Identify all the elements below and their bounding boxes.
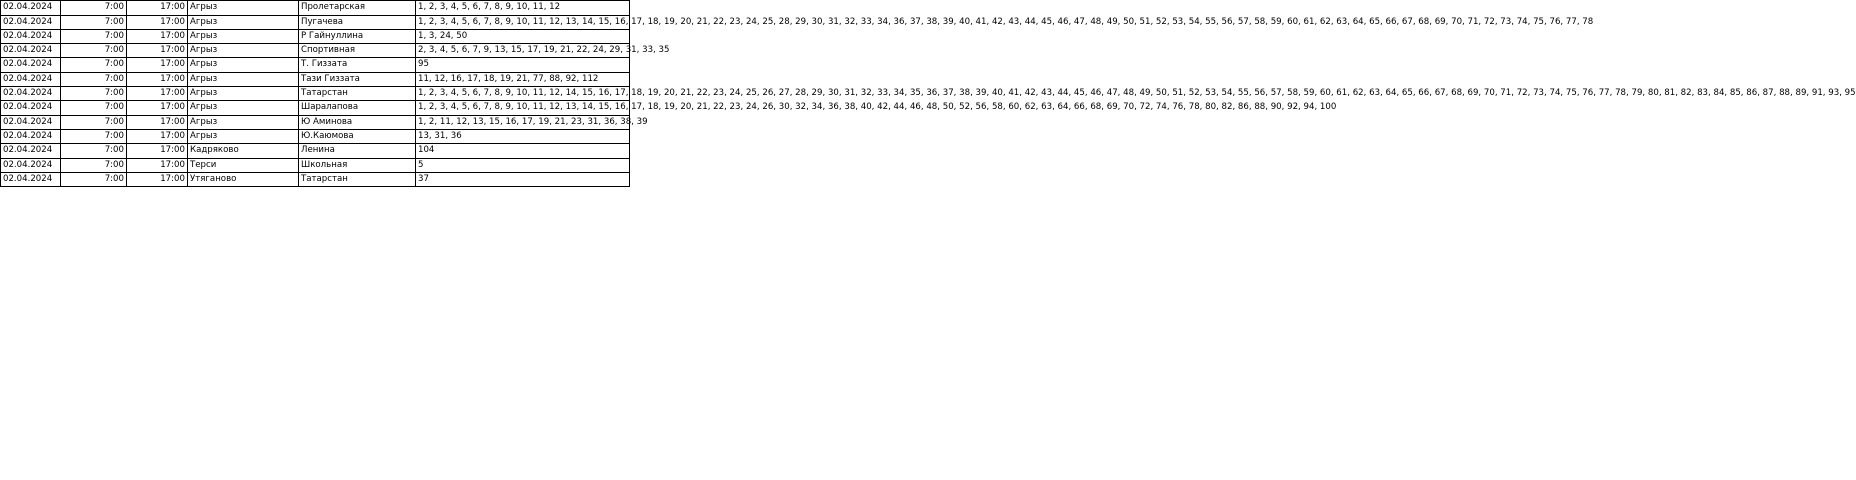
settlement-cell: Утяганово bbox=[188, 172, 299, 186]
end-time-cell: 17:00 bbox=[127, 101, 188, 115]
date-cell: 02.04.2024 bbox=[1, 15, 61, 29]
house-numbers-cell: 5 bbox=[416, 158, 630, 172]
street-cell: Школьная bbox=[299, 158, 416, 172]
end-time-cell: 17:00 bbox=[127, 129, 188, 143]
settlement-cell: Кадряково bbox=[188, 144, 299, 158]
settlement-cell: Агрыз bbox=[188, 44, 299, 58]
street-cell: Татарстан bbox=[299, 87, 416, 101]
start-time-cell: 7:00 bbox=[61, 172, 127, 186]
date-cell: 02.04.2024 bbox=[1, 172, 61, 186]
date-cell: 02.04.2024 bbox=[1, 101, 61, 115]
table-body bbox=[1, 0, 1856, 187]
date-cell: 02.04.2024 bbox=[1, 115, 61, 129]
end-time-cell: 17:00 bbox=[127, 144, 188, 158]
house-numbers-cell: 1, 2, 3, 4, 5, 6, 7, 8, 9, 10, 11, 12, 14, 15, 16, 17, 18, 19, 20, 21, 22, 23, 24, 25, 26, 27, 28, 29, 30, 31, 32, 33, 34, 35, 36, 37, 38, 39, 40, 41, 42, 43, 44, 45, 46, 47, 48, 49, 50, 51, 52, 53, 54, 55, 56, 57, 58, 59, 60, 61, 62, 63, 64, 65, 66, 67, 68, 69, 70, 71, 72, 73, 74, 75, 76, 77, 78, 79, 80, 81, 82, 83, 84, 85, 86, 87, 88, 89, 91, 93, 95 bbox=[416, 87, 630, 101]
table-row bbox=[1, 15, 630, 29]
end-time-cell: 17:00 bbox=[127, 72, 188, 86]
settlement-cell: Агрыз bbox=[188, 115, 299, 129]
end-time-cell: 17:00 bbox=[127, 29, 188, 43]
end-time-cell: 17:00 bbox=[127, 158, 188, 172]
table-row bbox=[1, 29, 630, 43]
date-cell: 02.04.2024 bbox=[1, 158, 61, 172]
house-numbers-cell: 2, 3, 4, 5, 6, 7, 9, 13, 15, 17, 19, 21, 22, 24, 29, 31, 33, 35 bbox=[416, 44, 630, 58]
table-row bbox=[1, 87, 630, 101]
street-cell: Ю.Каюмова bbox=[299, 129, 416, 143]
end-time-cell: 17:00 bbox=[127, 15, 188, 29]
settlement-cell: Агрыз bbox=[188, 87, 299, 101]
end-time-cell: 17:00 bbox=[127, 87, 188, 101]
table-row bbox=[1, 115, 630, 129]
house-numbers-cell: 95 bbox=[416, 58, 630, 72]
table-row bbox=[1, 144, 630, 158]
start-time-cell: 7:00 bbox=[61, 115, 127, 129]
street-cell: Татарстан bbox=[299, 172, 416, 186]
date-cell: 02.04.2024 bbox=[1, 144, 61, 158]
table-row bbox=[1, 72, 630, 86]
street-cell: Спортивная bbox=[299, 44, 416, 58]
end-time-cell: 17:00 bbox=[127, 1, 188, 15]
table-row bbox=[1, 129, 630, 143]
table-row bbox=[1, 101, 630, 115]
date-cell: 02.04.2024 bbox=[1, 29, 61, 43]
start-time-cell: 7:00 bbox=[61, 15, 127, 29]
settlement-cell: Агрыз bbox=[188, 129, 299, 143]
start-time-cell: 7:00 bbox=[61, 101, 127, 115]
street-cell: Тази Гиззата bbox=[299, 72, 416, 86]
table-row bbox=[1, 172, 630, 186]
house-numbers-cell: 1, 2, 3, 4, 5, 6, 7, 8, 9, 10, 11, 12, 13, 14, 15, 16, 17, 18, 19, 20, 21, 22, 23, 24, 25, 28, 29, 30, 31, 32, 33, 34, 36, 37, 38, 39, 40, 41, 42, 43, 44, 45, 46, 47, 48, 49, 50, 51, 52, 53, 54, 55, 56, 57, 58, 59, 60, 61, 62, 63, 64, 65, 66, 67, 68, 69, 70, 71, 72, 73, 74, 75, 76, 77, 78 bbox=[416, 15, 630, 29]
date-cell: 02.04.2024 bbox=[1, 1, 61, 15]
settlement-cell: Агрыз bbox=[188, 101, 299, 115]
street-cell: Р Гайнуллина bbox=[299, 29, 416, 43]
table-row bbox=[1, 44, 630, 58]
outage-schedule-table bbox=[0, 0, 1856, 187]
street-cell: Ленина bbox=[299, 144, 416, 158]
house-numbers-cell: 1, 2, 3, 4, 5, 6, 7, 8, 9, 10, 11, 12, 13, 14, 15, 16, 17, 18, 19, 20, 21, 22, 23, 24, 26, 30, 32, 34, 36, 38, 40, 42, 44, 46, 48, 50, 52, 56, 58, 60, 62, 63, 64, 66, 68, 69, 70, 72, 74, 76, 78, 80, 82, 86, 88, 90, 92, 94, 100 bbox=[416, 101, 630, 115]
street-cell: Ю Аминова bbox=[299, 115, 416, 129]
end-time-cell: 17:00 bbox=[127, 172, 188, 186]
end-time-cell: 17:00 bbox=[127, 44, 188, 58]
start-time-cell: 7:00 bbox=[61, 129, 127, 143]
settlement-cell: Агрыз bbox=[188, 15, 299, 29]
start-time-cell: 7:00 bbox=[61, 144, 127, 158]
date-cell: 02.04.2024 bbox=[1, 72, 61, 86]
start-time-cell: 7:00 bbox=[61, 44, 127, 58]
street-cell: Шаралапова bbox=[299, 101, 416, 115]
street-cell: Пролетарская bbox=[299, 1, 416, 15]
house-numbers-cell: 1, 2, 3, 4, 5, 6, 7, 8, 9, 10, 11, 12 bbox=[416, 1, 630, 15]
settlement-cell: Агрыз bbox=[188, 58, 299, 72]
settlement-cell: Агрыз bbox=[188, 72, 299, 86]
date-cell: 02.04.2024 bbox=[1, 87, 61, 101]
settlement-cell: Терси bbox=[188, 158, 299, 172]
settlement-cell: Агрыз bbox=[188, 29, 299, 43]
date-cell: 02.04.2024 bbox=[1, 58, 61, 72]
house-numbers-cell: 13, 31, 36 bbox=[416, 129, 630, 143]
start-time-cell: 7:00 bbox=[61, 158, 127, 172]
house-numbers-cell: 104 bbox=[416, 144, 630, 158]
table-row bbox=[1, 58, 630, 72]
house-numbers-cell: 37 bbox=[416, 172, 630, 186]
start-time-cell: 7:00 bbox=[61, 1, 127, 15]
end-time-cell: 17:00 bbox=[127, 58, 188, 72]
start-time-cell: 7:00 bbox=[61, 58, 127, 72]
house-numbers-cell: 11, 12, 16, 17, 18, 19, 21, 77, 88, 92, 112 bbox=[416, 72, 630, 86]
street-cell: Пугачева bbox=[299, 15, 416, 29]
table-row bbox=[1, 1, 630, 15]
end-time-cell: 17:00 bbox=[127, 115, 188, 129]
street-cell: Т. Гиззата bbox=[299, 58, 416, 72]
start-time-cell: 7:00 bbox=[61, 29, 127, 43]
start-time-cell: 7:00 bbox=[61, 87, 127, 101]
start-time-cell: 7:00 bbox=[61, 72, 127, 86]
date-cell: 02.04.2024 bbox=[1, 129, 61, 143]
settlement-cell: Агрыз bbox=[188, 1, 299, 15]
table-row bbox=[1, 158, 630, 172]
house-numbers-cell: 1, 2, 11, 12, 13, 15, 16, 17, 19, 21, 23, 31, 36, 38, 39 bbox=[416, 115, 630, 129]
date-cell: 02.04.2024 bbox=[1, 44, 61, 58]
house-numbers-cell: 1, 3, 24, 50 bbox=[416, 29, 630, 43]
